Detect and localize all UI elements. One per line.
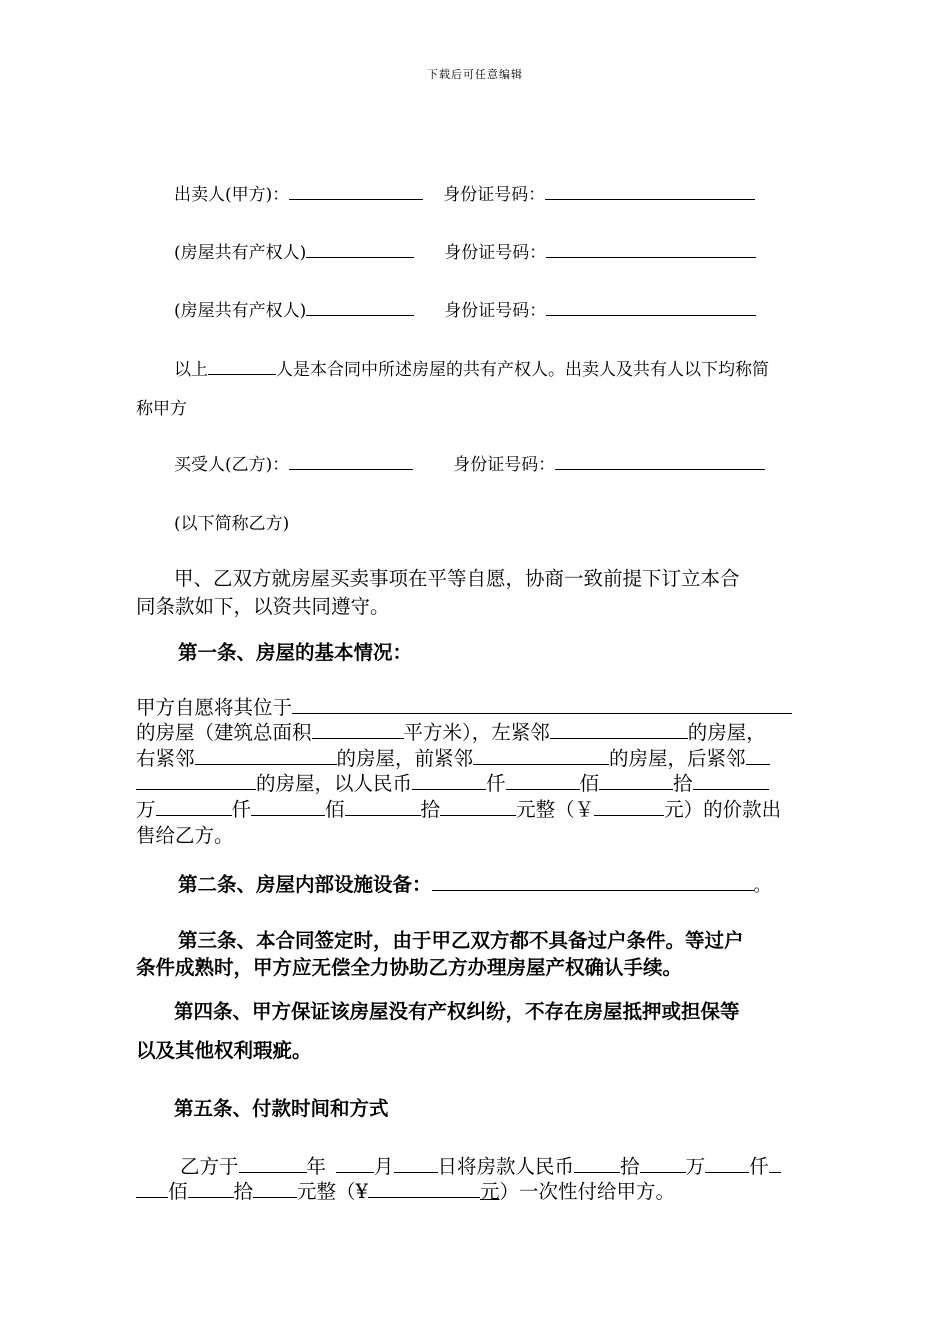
article-1-line-4: 的房屋，以人民币 仟 佰 拾 [136, 768, 769, 796]
payment-blank[interactable] [640, 1153, 686, 1174]
buyer-line [174, 450, 765, 475]
article-1-line-5: 万 仟 佰 拾 元整（￥ 元）的价款出 [136, 794, 781, 822]
right-neighbor-blank[interactable] [195, 745, 337, 766]
article-1-title: 第一条、房屋的基本情况： [178, 641, 413, 664]
buyer-id-label: 身份证号码： [453, 455, 556, 475]
buyer-note: (以下简称乙方) [174, 514, 290, 534]
co-owner-id-blank[interactable] [546, 240, 756, 258]
payment-number-blank[interactable] [368, 1178, 480, 1199]
front-neighbor-blank[interactable] [473, 745, 609, 766]
payment-blank[interactable] [769, 1153, 781, 1174]
article-1-line-1: 甲方自愿将其位于 [136, 692, 792, 720]
co-owner-line-1 [174, 238, 756, 263]
price-blank[interactable] [412, 770, 486, 791]
article-3-line-2: 条件成熟时，甲方应无偿全力协助乙方办理房屋产权确认手续。 [136, 956, 683, 979]
article-5-line-2: 佰 拾 元整（¥ 元）一次性付给甲方。 [136, 1176, 675, 1204]
facilities-blank[interactable] [432, 873, 754, 891]
article-2-line: 第二条、房屋内部设施设备： 。 [178, 873, 771, 896]
month-blank[interactable] [336, 1153, 374, 1174]
year-blank[interactable] [239, 1153, 307, 1174]
seller-id-blank[interactable] [545, 182, 755, 200]
co-owner-count-blank[interactable] [208, 357, 276, 375]
price-blank[interactable] [599, 770, 673, 791]
area-blank[interactable] [312, 719, 404, 740]
co-owner-note-line-2: 称甲方 [136, 399, 187, 419]
rear-neighbor-blank[interactable] [746, 745, 770, 766]
price-blank[interactable] [440, 796, 516, 817]
payment-blank[interactable] [136, 1178, 168, 1199]
intro-line-1: 甲、乙双方就房屋买卖事项在平等自愿，协商一致前提下订立本合 [174, 567, 740, 590]
article-2-title: 第二条、房屋内部设施设备： [178, 873, 432, 896]
article-4-line-1: 第四条、甲方保证该房屋没有产权纠纷，不存在房屋抵押或担保等 [174, 1000, 740, 1023]
rear-neighbor-blank-cont[interactable] [136, 770, 256, 791]
buyer-name-blank[interactable] [289, 452, 413, 470]
seller-id-label: 身份证号码： [443, 185, 546, 205]
payment-blank[interactable] [188, 1178, 234, 1199]
co-owner-id-label: 身份证号码： [444, 301, 547, 321]
payment-blank[interactable] [253, 1178, 297, 1199]
co-owner-line-2 [174, 296, 756, 321]
seller-label: 出卖人(甲方)： [174, 185, 290, 205]
seller-name-blank[interactable] [289, 182, 423, 200]
page-header: 下载后可任意编辑 [427, 68, 523, 81]
co-owner-note-suffix: 人是本合同中所述房屋的共有产权人。出卖人及共有人以下均称简 [276, 360, 769, 380]
article-1-line-6: 售给乙方。 [136, 824, 234, 847]
co-owner-note-prefix: 以上 [174, 360, 208, 380]
price-blank[interactable] [506, 770, 580, 791]
article-1-line-3: 右紧邻 的房屋，前紧邻 的房屋，后紧邻 [136, 743, 770, 771]
price-blank[interactable] [693, 770, 769, 791]
article-1-line-2: 的房屋（建筑总面积 平方米），左紧邻 的房屋， [136, 717, 766, 745]
article-4-line-2: 以及其他权利瑕疵。 [136, 1039, 312, 1062]
article-3-line-1: 第三条、本合同签定时，由于甲乙双方都不具备过户条件。等过户 [178, 929, 744, 952]
day-blank[interactable] [394, 1153, 438, 1174]
co-owner-name-blank[interactable] [306, 298, 414, 316]
payment-blank[interactable] [574, 1153, 620, 1174]
seller-line [174, 180, 755, 205]
co-owner-id-blank[interactable] [546, 298, 756, 316]
property-location-blank[interactable] [292, 694, 792, 715]
co-owner-name-blank[interactable] [306, 240, 414, 258]
buyer-id-blank[interactable] [555, 452, 765, 470]
price-blank[interactable] [345, 796, 421, 817]
co-owner-note-line-1 [174, 355, 769, 380]
buyer-label: 买受人(乙方)： [174, 455, 290, 475]
co-owner-label: (房屋共有产权人) [174, 301, 307, 321]
co-owner-label: (房屋共有产权人) [174, 243, 307, 263]
co-owner-id-label: 身份证号码： [444, 243, 547, 263]
price-blank[interactable] [251, 796, 325, 817]
left-neighbor-blank[interactable] [550, 719, 688, 740]
price-number-blank[interactable] [594, 796, 664, 817]
article-5-title: 第五条、付款时间和方式 [174, 1097, 389, 1120]
price-blank[interactable] [156, 796, 232, 817]
intro-line-2: 同条款如下，以资共同遵守。 [136, 595, 390, 618]
payment-blank[interactable] [705, 1153, 749, 1174]
article-5-line-1: 乙方于 年 月 日将房款人民币 拾 万 仟 [180, 1151, 781, 1179]
